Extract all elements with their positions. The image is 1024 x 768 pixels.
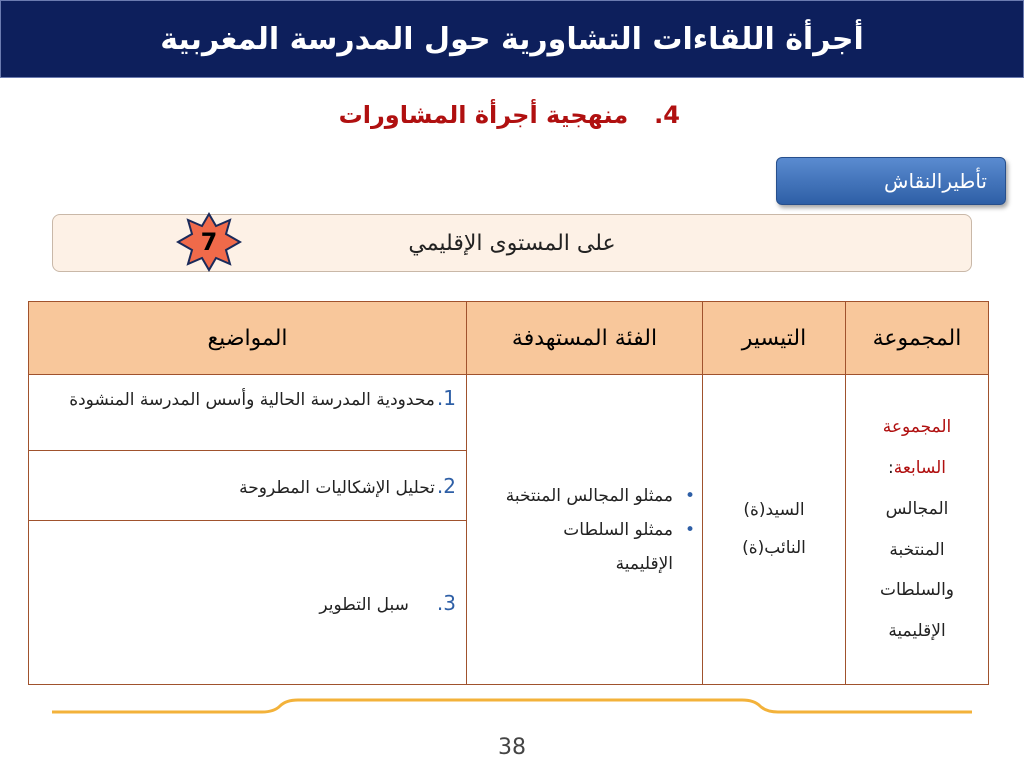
topic-text: تحليل الإشكاليات المطروحة: [239, 477, 435, 498]
section-title: منهجية أجرأة المشاورات: [338, 101, 629, 129]
group-colon: :: [887, 457, 894, 478]
discussion-framing-button[interactable]: [776, 157, 1006, 205]
facilitator-line2: النائب(ة): [742, 537, 806, 558]
number-badge: [176, 212, 242, 272]
table-header-row: [29, 302, 989, 375]
group-name-line2: السابعة: [893, 457, 947, 478]
group-desc-line4: الإقليمية: [888, 621, 946, 642]
target-item-2-line1: ممثلو السلطات: [563, 519, 673, 540]
header-facilitation: التيسير: [703, 302, 846, 375]
topic-cell-3: [29, 521, 467, 685]
group-desc-line3: والسلطات: [879, 580, 955, 601]
topic-number: 1.: [436, 386, 456, 410]
topic-text: محدودية المدرسة الحالية وأسس المدرسة المنشودة: [69, 390, 435, 410]
group-desc-line1: المجالس: [885, 498, 949, 519]
facilitation-cell: [703, 375, 846, 685]
list-item: [478, 513, 679, 581]
header-group: المجموعة: [846, 302, 989, 375]
topic-text: سبل التطوير: [319, 594, 409, 615]
footer-divider: [52, 698, 972, 718]
table-row: [29, 375, 989, 451]
target-item-1: ممثلو المجالس المنتخبة: [505, 485, 673, 506]
group-desc-line2: المنتخبة: [889, 539, 945, 560]
topic-number: 3.: [436, 590, 456, 615]
topic-number: 2.: [436, 473, 456, 498]
header-target: الفئة المستهدفة: [467, 302, 703, 375]
group-cell: [846, 375, 989, 685]
level-label: على المستوى الإقليمي: [408, 230, 616, 256]
group-name-line1: المجموعة: [882, 417, 952, 438]
section-number: 4.: [654, 101, 680, 129]
header-topics: المواضيع: [29, 302, 467, 375]
badge-number: 7: [200, 228, 218, 256]
discussion-framing-label: تأطيرالنقاش: [884, 169, 987, 193]
page-number: 38: [498, 735, 526, 760]
topic-cell-2: [29, 451, 467, 521]
list-item: [478, 479, 679, 513]
slide-title: أجرأة اللقاءات التشاورية حول المدرسة المغربية: [0, 0, 1024, 78]
topic-cell-1: [29, 375, 467, 451]
section-heading: [339, 98, 680, 132]
groups-table: [28, 301, 989, 685]
facilitator-line1: السيد(ة): [743, 500, 805, 521]
target-item-2-line2: الإقليمية: [615, 553, 673, 574]
target-cell: [467, 375, 703, 685]
target-list: [468, 479, 701, 581]
